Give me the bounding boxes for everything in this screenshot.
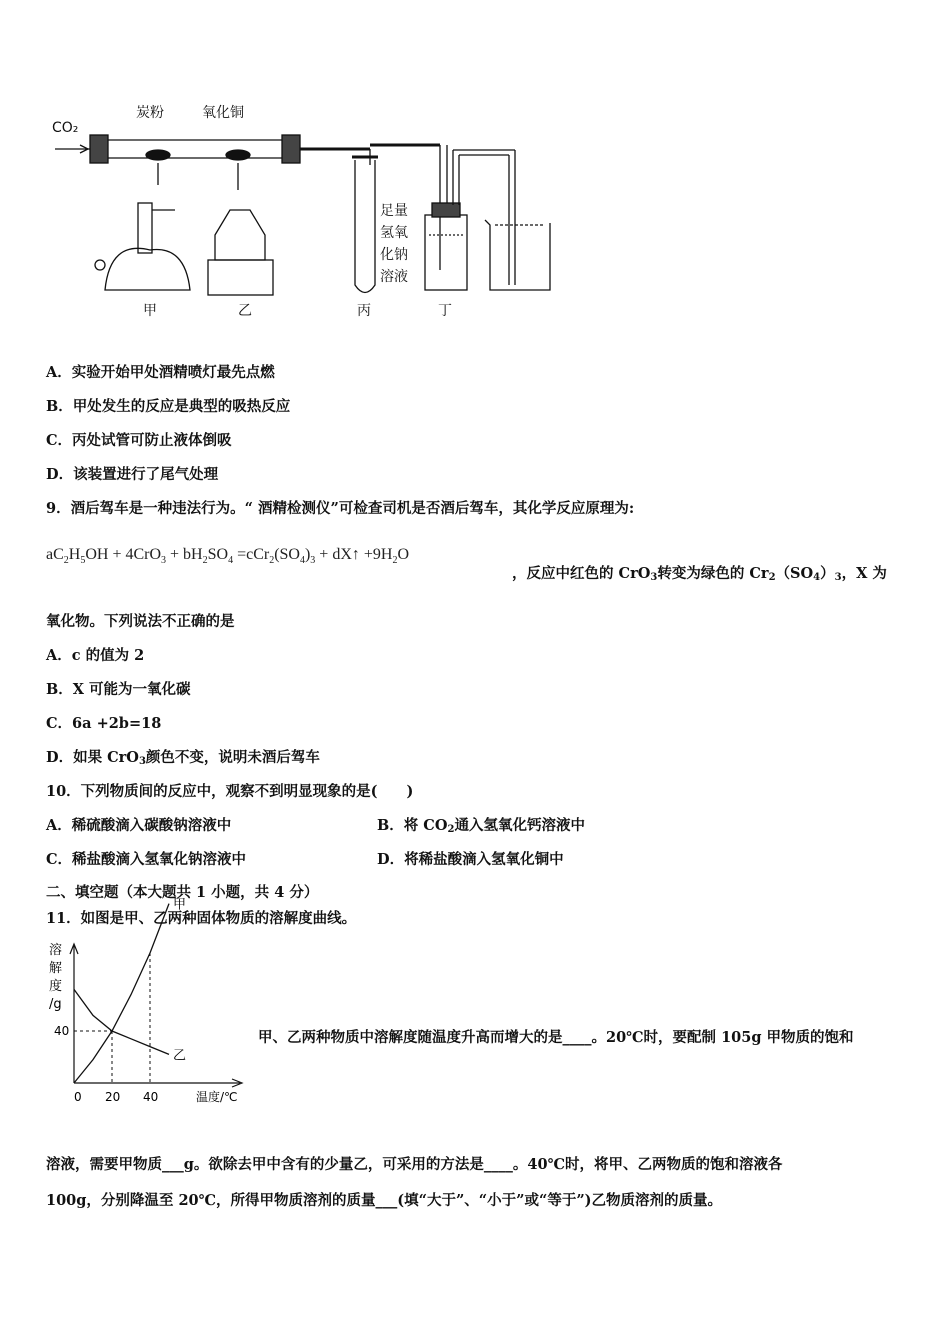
x-tick-label-40: 40 [143,1090,159,1104]
q9-stem: 9．酒后驾车是一种违法行为。“ 酒精检测仪”可检查司机是否酒后驾车，其化学反应原理为: [46,500,635,517]
station-label-bing: 丙 [357,303,371,319]
q10-option-d: D．将稀盐酸滴入氢氧化铜中 [377,851,564,868]
label-naoh-1: 足量 [380,203,408,219]
q9-option-d: D．如果 CrO3颜色不变，说明未酒后驾车 [46,749,320,767]
ylabel-char-4: /g [49,997,62,1012]
station-label-jia: 甲 [143,303,157,319]
label-naoh-4: 溶液 [380,269,408,285]
label-carbon: 炭粉 [136,105,164,121]
series-line-0 [74,904,169,1083]
x-tick-label-20: 20 [105,1090,121,1104]
series-label-1: 乙 [173,1048,187,1064]
q8-option-d: D．该装置进行了尾气处理 [46,466,219,483]
label-naoh-3: 化钠 [380,247,408,263]
x-tick-label-0: 0 [74,1090,82,1104]
q9-equation: $aC_2H_5OH + 4CrO_3 + bH_2SO_4 =cCr_2(SO_4)_3$ + dX↑ $+9H_2O$ [46,546,410,567]
q8-option-c: C．丙处试管可防止液体倒吸 [46,432,232,449]
q10-option-b: B．将 CO2通入氢氧化钙溶液中 [377,817,585,835]
apparatus-figure [40,95,560,325]
station-label-yi: 乙 [238,303,252,319]
series-line-1 [74,989,169,1054]
q8-option-a: A．实验开始甲处酒精喷灯最先点燃 [46,364,275,381]
section-title: 二、填空题（本大题共 1 小题，共 4 分） [46,884,319,901]
q11-line-2: 溶液，需要甲物质___g。欲除去甲中含有的少量乙，可采用的方法是____。40℃时，将甲、乙两物质的饱和溶液各 [46,1156,783,1173]
q9-equation-tail: ，反应中红色的 CrO3转变为绿色的 Cr2（SO4）3，X 为 [512,565,887,583]
x-axis-label: 温度/℃ [196,1090,238,1104]
q9-stem-continued: 氧化物。下列说法不正确的是 [46,613,235,630]
q11-line-3: 100g，分别降温至 20℃，所得甲物质溶剂的质量___(填“大于”、“小于”或“等于”)乙物质溶剂的质量。 [46,1192,723,1209]
y-tick-label-40: 40 [54,1024,70,1038]
ylabel-char-3: 度 [49,979,63,994]
q10-option-c: C．稀盐酸滴入氢氧化钠溶液中 [46,851,247,868]
q11-side-text: 甲、乙两种物质中溶解度随温度升高而增大的是____。20℃时，要配制 105g 甲物质的饱和 [258,1029,854,1046]
label-cuo: 氧化铜 [202,105,244,121]
ylabel-char-1: 溶 [49,943,63,958]
q8-option-b: B．甲处发生的反应是典型的吸热反应 [46,398,291,415]
q9-option-a: A．c 的值为 2 [46,647,145,664]
label-naoh-2: 氢氧 [380,225,408,241]
q10-stem: 10．下列物质间的反应中，观察不到明显现象的是( ) [46,783,414,800]
series-label-0: 甲 [173,897,187,913]
station-label-ding: 丁 [438,303,452,319]
ylabel-char-2: 解 [49,961,63,976]
q11-stem: 11．如图是甲、乙两种固体物质的溶解度曲线。 [46,910,357,927]
q10-option-a: A．稀硫酸滴入碳酸钠溶液中 [46,817,232,834]
q9-option-c: C．6a +2b=18 [46,715,162,732]
q9-option-b: B．X 可能为一氧化碳 [46,681,191,698]
apparatus-gas-label: CO₂ [52,120,79,136]
